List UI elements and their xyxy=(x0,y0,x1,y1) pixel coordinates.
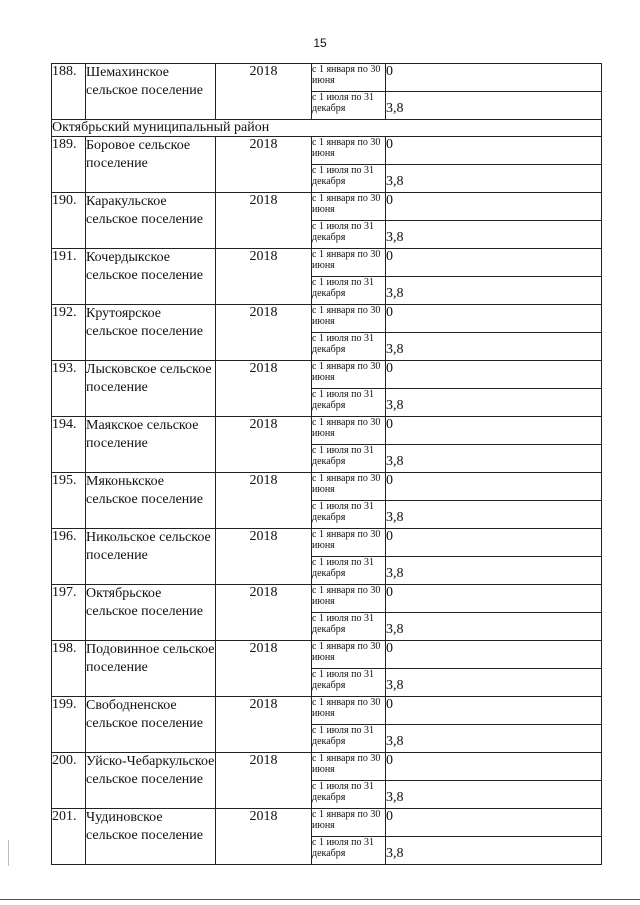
rate-first-half: 0 xyxy=(386,193,602,221)
rate-second-half: 3,8 xyxy=(386,221,602,249)
period-second-half: с 1 июля по 31 декабря xyxy=(312,725,386,753)
row-number: 197. xyxy=(52,585,86,641)
period-second-half: с 1 июля по 31 декабря xyxy=(312,613,386,641)
rate-second-half: 3,8 xyxy=(386,837,602,865)
section-row xyxy=(52,120,602,137)
settlement-name: Мяконькское сельское поселение xyxy=(86,473,216,529)
table-row xyxy=(52,697,602,725)
settlement-name: Шемахинское сельское поселение xyxy=(86,64,216,120)
settlement-name: Никольское сельское поселение xyxy=(86,529,216,585)
row-number: 191. xyxy=(52,249,86,305)
rate-first-half: 0 xyxy=(386,249,602,277)
settlement-name: Крутоярское сельское поселение xyxy=(86,305,216,361)
rate-first-half: 0 xyxy=(386,697,602,725)
table-row xyxy=(52,137,602,165)
settlement-name: Боровое сельское поселение xyxy=(86,137,216,193)
page-number: 15 xyxy=(313,36,327,50)
year-cell: 2018 xyxy=(216,137,312,193)
table-row xyxy=(52,305,602,333)
period-first-half: с 1 января по 30 июня xyxy=(312,64,386,92)
row-number: 196. xyxy=(52,529,86,585)
margin-mark xyxy=(8,840,9,866)
row-number: 188. xyxy=(52,64,86,120)
period-second-half: с 1 июля по 31 декабря xyxy=(312,781,386,809)
year-cell: 2018 xyxy=(216,305,312,361)
section-title: Октябрьский муниципальный район xyxy=(52,120,602,137)
row-number: 190. xyxy=(52,193,86,249)
settlement-name: Чудиновское сельское поселение xyxy=(86,809,216,865)
settlement-name: Маякское сельское поселение xyxy=(86,417,216,473)
year-cell: 2018 xyxy=(216,417,312,473)
row-number: 189. xyxy=(52,137,86,193)
row-number: 193. xyxy=(52,361,86,417)
tax-rate-table xyxy=(51,63,602,865)
bottom-rule xyxy=(0,899,640,900)
period-first-half: с 1 января по 30 июня xyxy=(312,753,386,781)
period-first-half: с 1 января по 30 июня xyxy=(312,361,386,389)
rate-second-half: 3,8 xyxy=(386,557,602,585)
period-first-half: с 1 января по 30 июня xyxy=(312,585,386,613)
rate-first-half: 0 xyxy=(386,529,602,557)
table-row xyxy=(52,249,602,277)
year-cell: 2018 xyxy=(216,64,312,120)
table-row xyxy=(52,641,602,669)
period-first-half: с 1 января по 30 июня xyxy=(312,529,386,557)
rate-second-half: 3,8 xyxy=(386,277,602,305)
period-first-half: с 1 января по 30 июня xyxy=(312,641,386,669)
period-second-half: с 1 июля по 31 декабря xyxy=(312,389,386,417)
year-cell: 2018 xyxy=(216,193,312,249)
rate-first-half: 0 xyxy=(386,473,602,501)
year-cell: 2018 xyxy=(216,361,312,417)
rate-second-half: 3,8 xyxy=(386,613,602,641)
table-body xyxy=(52,64,602,865)
settlement-name: Каракульское сельское поселение xyxy=(86,193,216,249)
row-number: 194. xyxy=(52,417,86,473)
rate-second-half: 3,8 xyxy=(386,725,602,753)
row-number: 200. xyxy=(52,753,86,809)
period-second-half: с 1 июля по 31 декабря xyxy=(312,333,386,361)
rate-first-half: 0 xyxy=(386,809,602,837)
rate-second-half: 3,8 xyxy=(386,333,602,361)
settlement-name: Кочердыкское сельское поселение xyxy=(86,249,216,305)
table-row xyxy=(52,64,602,92)
row-number: 198. xyxy=(52,641,86,697)
row-number: 199. xyxy=(52,697,86,753)
table-row xyxy=(52,753,602,781)
period-second-half: с 1 июля по 31 декабря xyxy=(312,165,386,193)
period-first-half: с 1 января по 30 июня xyxy=(312,473,386,501)
table-row xyxy=(52,417,602,445)
rate-first-half: 0 xyxy=(386,641,602,669)
settlement-name: Свободненское сельское поселение xyxy=(86,697,216,753)
table-row xyxy=(52,529,602,557)
period-second-half: с 1 июля по 31 декабря xyxy=(312,669,386,697)
year-cell: 2018 xyxy=(216,641,312,697)
year-cell: 2018 xyxy=(216,697,312,753)
settlement-name: Подовинное сельское поселение xyxy=(86,641,216,697)
rate-second-half: 3,8 xyxy=(386,781,602,809)
period-second-half: с 1 июля по 31 декабря xyxy=(312,221,386,249)
rate-second-half: 3,8 xyxy=(386,389,602,417)
row-number: 195. xyxy=(52,473,86,529)
period-first-half: с 1 января по 30 июня xyxy=(312,809,386,837)
period-second-half: с 1 июля по 31 декабря xyxy=(312,501,386,529)
rate-second-half: 3,8 xyxy=(386,445,602,473)
table-row xyxy=(52,473,602,501)
year-cell: 2018 xyxy=(216,585,312,641)
period-second-half: с 1 июля по 31 декабря xyxy=(312,277,386,305)
period-first-half: с 1 января по 30 июня xyxy=(312,193,386,221)
rate-second-half: 3,8 xyxy=(386,165,602,193)
year-cell: 2018 xyxy=(216,753,312,809)
row-number: 192. xyxy=(52,305,86,361)
settlement-name: Уйско-Чебаркульское сельское поселение xyxy=(86,753,216,809)
row-number: 201. xyxy=(52,809,86,865)
rate-second-half: 3,8 xyxy=(386,501,602,529)
table-row xyxy=(52,585,602,613)
rate-first-half: 0 xyxy=(386,64,602,92)
period-second-half: с 1 июля по 31 декабря xyxy=(312,92,386,120)
period-first-half: с 1 января по 30 июня xyxy=(312,137,386,165)
period-first-half: с 1 января по 30 июня xyxy=(312,305,386,333)
settlement-name: Октябрьское сельское поселение xyxy=(86,585,216,641)
rate-second-half: 3,8 xyxy=(386,669,602,697)
settlement-name: Лысковское сельское поселение xyxy=(86,361,216,417)
rate-first-half: 0 xyxy=(386,361,602,389)
period-first-half: с 1 января по 30 июня xyxy=(312,697,386,725)
table-row xyxy=(52,809,602,837)
rate-first-half: 0 xyxy=(386,585,602,613)
rate-first-half: 0 xyxy=(386,305,602,333)
period-first-half: с 1 января по 30 июня xyxy=(312,417,386,445)
rate-first-half: 0 xyxy=(386,753,602,781)
period-second-half: с 1 июля по 31 декабря xyxy=(312,837,386,865)
period-first-half: с 1 января по 30 июня xyxy=(312,249,386,277)
year-cell: 2018 xyxy=(216,249,312,305)
rate-second-half: 3,8 xyxy=(386,92,602,120)
rate-first-half: 0 xyxy=(386,137,602,165)
rate-first-half: 0 xyxy=(386,417,602,445)
period-second-half: с 1 июля по 31 декабря xyxy=(312,445,386,473)
year-cell: 2018 xyxy=(216,473,312,529)
table-row xyxy=(52,361,602,389)
year-cell: 2018 xyxy=(216,809,312,865)
year-cell: 2018 xyxy=(216,529,312,585)
period-second-half: с 1 июля по 31 декабря xyxy=(312,557,386,585)
table-row xyxy=(52,193,602,221)
